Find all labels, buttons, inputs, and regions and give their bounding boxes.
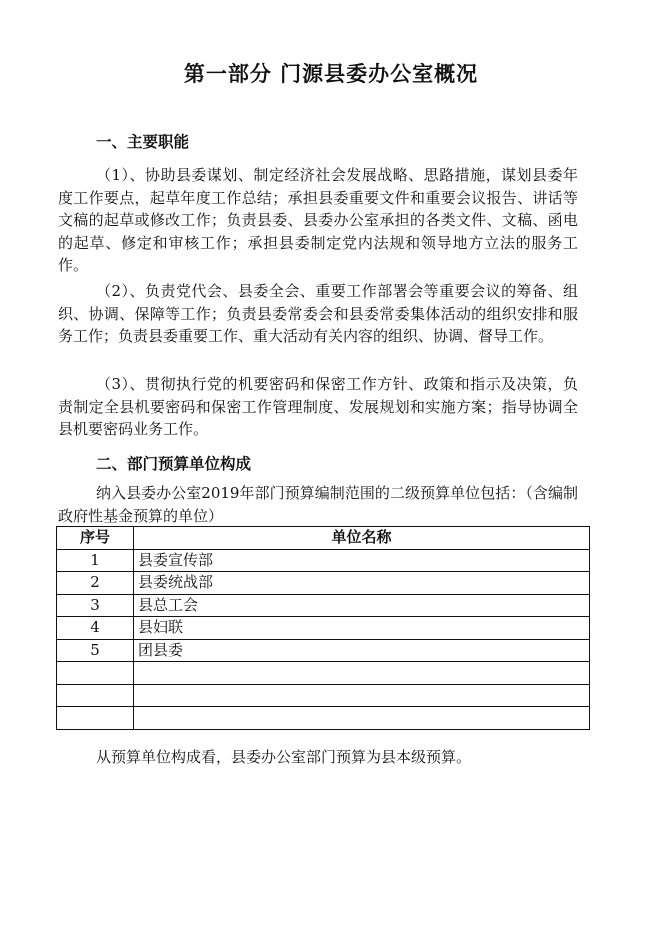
table-row — [57, 662, 590, 685]
row-unit-name — [134, 662, 590, 685]
row-index — [57, 662, 134, 685]
function-paragraph-2: （2）、负责党代会、县委全会、重要工作部署会等重要会议的筹备、组织、协调、保障等工作；负责县委常委会和县委常委集体活动的组织安排和服务工作；负责县委重要工作、重大活动有关内容的组织、协调、督导工作。 — [58, 282, 578, 345]
budget-units-intro: 纳入县委办公室2019年部门预算编制范围的二级预算单位包括：（含编制政府性基金预算的单位） — [58, 484, 578, 525]
row-index: 2 — [57, 572, 134, 595]
column-header-index: 序号 — [57, 527, 134, 550]
row-unit-name: 县妇联 — [134, 617, 590, 640]
row-index — [57, 684, 134, 707]
row-index: 5 — [57, 639, 134, 662]
section-heading-budget-units: 二、部门预算单位构成 — [96, 455, 252, 473]
table-row — [57, 572, 590, 595]
table-row — [57, 617, 590, 640]
table-row — [57, 707, 590, 730]
table-header-row — [57, 527, 590, 550]
table-row — [57, 684, 590, 707]
function-paragraph-1: （1）、协助县委谋划、制定经济社会发展战略、思路措施，谋划县委年度工作要点，起草年度工作总结；承担县委重要文件和重要会议报告、讲话等文稿的起草或修改工作；负责县委、县委办公室承担的各类文件、文稿、函电的起草、修定和审核工作；承担县委制定党内法规和领导地方立法的服务工作。 — [58, 166, 578, 274]
row-unit-name: 团县委 — [134, 639, 590, 662]
section-heading-main-functions: 一、主要职能 — [96, 133, 190, 151]
budget-units-table — [56, 526, 590, 730]
row-index — [57, 707, 134, 730]
table-row — [57, 639, 590, 662]
column-header-unit-name: 单位名称 — [134, 527, 590, 550]
table-row — [57, 549, 590, 572]
row-unit-name: 县委宣传部 — [134, 549, 590, 572]
row-index: 4 — [57, 617, 134, 640]
budget-conclusion: 从预算单位构成看，县委办公室部门预算为县本级预算。 — [96, 748, 472, 766]
row-index: 3 — [57, 594, 134, 617]
row-index: 1 — [57, 549, 134, 572]
row-unit-name — [134, 707, 590, 730]
row-unit-name: 县委统战部 — [134, 572, 590, 595]
page-title: 第一部分 门源县委办公室概况 — [183, 62, 479, 86]
function-paragraph-3: （3）、贯彻执行党的机要密码和保密工作方针、政策和指示及决策，负责制定全县机要密码和保密工作管理制度、发展规划和实施方案；指导协调全县机要密码业务工作。 — [58, 375, 578, 438]
row-unit-name — [134, 684, 590, 707]
row-unit-name: 县总工会 — [134, 594, 590, 617]
table-row — [57, 594, 590, 617]
